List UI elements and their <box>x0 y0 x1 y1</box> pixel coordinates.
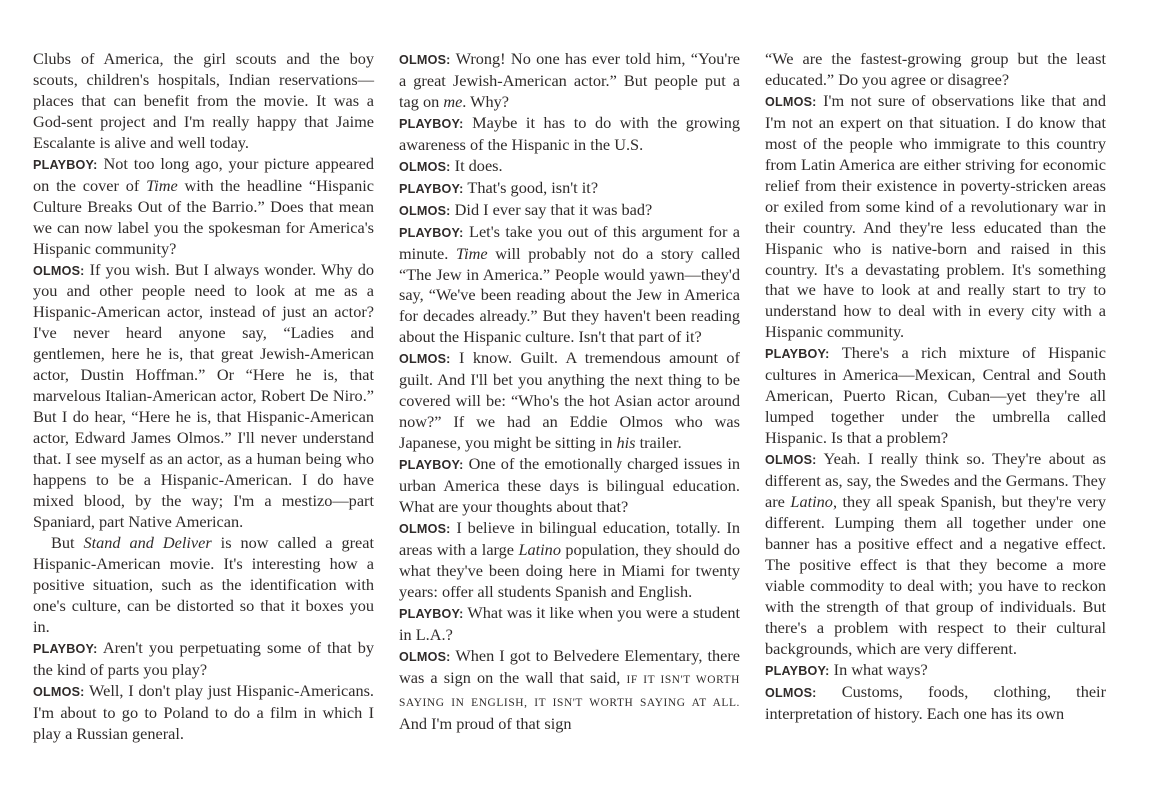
speaker-label: PLAYBOY: <box>33 157 98 172</box>
interview-turn <box>765 343 1106 449</box>
interview-turn <box>33 260 374 533</box>
body-text: One of the emotionally charged issues in urban America these days is bilingual education. What are your thoughts about that? <box>399 454 740 517</box>
body-text: I'm not sure of observations like that and I'm not an expert on that situation. I do know that most of the people who immigrate to this country from Latin America are either striving for economic relief from their existence in poverty-stricken areas or exiled from some kind of a revolutionary war in their country. And they're less educated than the Hispanic who is native-born and raised in this country. It's a devastating problem. It's something that we have to look at and really start to try to understand how to deal with in every city with a Hispanic community. <box>765 90 1107 342</box>
interview-turn <box>399 222 740 349</box>
body-text: , they all speak Spanish, but they're very different. Lumping them all together under one banner has a positive effect and a negative effect. The positive effect is that they become a more viable commodity to deal with; you have to reckon with the strength of that group of individuals. But there's a problem with respect to their cultural backgrounds, which are very different. <box>765 492 1106 658</box>
interview-turn <box>399 49 740 113</box>
speaker-label: OLMOS: <box>399 203 451 218</box>
body-text: Customs, foods, clothing, their interpretation of history. Each one has its own <box>765 681 1107 723</box>
body-text: population, they should do what they've been doing here in Miami for twenty years: offer all students Spanish and English. <box>399 539 740 601</box>
interview-turn <box>765 682 1106 725</box>
speaker-label: PLAYBOY: <box>399 458 464 473</box>
body-text: And I'm proud of that sign <box>399 713 572 733</box>
body-text: That's good, isn't it? <box>467 177 599 197</box>
interview-turn <box>399 518 740 603</box>
text-column-1 <box>33 49 374 744</box>
italic-text: Time <box>455 243 488 263</box>
body-text: . Why? <box>462 91 510 111</box>
speaker-label: PLAYBOY: <box>765 347 830 362</box>
body-text: Maybe it has to do with the growing awareness of the Hispanic in the U.S. <box>399 112 741 154</box>
speaker-label: OLMOS: <box>399 159 451 174</box>
body-text: Did I ever say that it was bad? <box>454 199 653 219</box>
interview-turn <box>399 646 740 735</box>
body-text: I know. Guilt. A tremendous amount of guilt. And I'll bet you anything the next thing to be covered will be: “Who's the hot Asian actor around now?” If we had an Eddie Olmos who was Japanese, you might be sitting in <box>399 348 740 453</box>
text-column-3 <box>765 49 1106 725</box>
interview-turn <box>33 681 374 745</box>
speaker-label: OLMOS: <box>765 685 817 700</box>
body-text: If you wish. But I always wonder. Why do you and other people need to look at me as a Hispanic-American actor, instead of just an actor? I've never heard anyone say, “Ladies and gentlemen, here he is, that great Jewish-American actor, Dustin Hoffman.” Or “Here he is, that marvelous Italian-American actor, Robert De Niro.” But I do hear, “Here he is, that Hispanic-American actor, Edward James Olmos.” I'll never understand that. I see myself as an actor, as a human being who happens to be a Hispanic-American. I do have mixed blood, by the way; I'm a mestizo—part Spaniard, part Native American. <box>33 259 374 531</box>
speaker-label: OLMOS: <box>765 453 817 468</box>
italic-text: Latino <box>790 492 833 512</box>
body-text: In what ways? <box>833 659 928 679</box>
small-caps-text: IF IT ISN'T WORTH SAYING IN ENGLISH, IT ISN'T WORTH SAYING AT ALL. <box>399 673 740 709</box>
body-text: with the headline “Hispanic Culture Breaks Out of the Barrio.” Does that mean we can now label you the spokesman for America's Hispanic community? <box>33 175 374 258</box>
interview-turn <box>765 91 1106 343</box>
italic-text: Latino <box>518 539 561 559</box>
interview-turn <box>399 178 740 200</box>
interview-turn <box>765 660 1106 682</box>
interview-turn <box>399 348 740 454</box>
body-text: I believe in bilingual education, totally. In areas with a large <box>399 517 740 559</box>
body-text: When I got to Belvedere Elementary, there was a sign on the wall that said, <box>399 645 740 687</box>
speaker-label: PLAYBOY: <box>399 116 464 131</box>
body-text: trailer. <box>635 433 682 453</box>
interview-turn <box>399 200 740 222</box>
text-column-2 <box>399 49 740 735</box>
body-text: Well, I don't play just Hispanic-Americans. I'm about to go to Poland to do a film in which I play a Russian general. <box>33 680 374 743</box>
speaker-label: PLAYBOY: <box>765 663 830 678</box>
speaker-label: PLAYBOY: <box>399 606 464 621</box>
body-text: Let's take you out of this argument for a minute. <box>399 221 740 263</box>
speaker-label: PLAYBOY: <box>399 181 464 196</box>
italic-text: Stand and Deliver <box>83 532 212 552</box>
paragraph: Clubs of America, the girl scouts and the boy scouts, children's hospitals, Indian reservations—places that can benefit from the movie. It was a God-sent project and I'm really happy that Jaime Escalante is alive and well today. <box>33 49 374 152</box>
italic-text: Time <box>146 175 178 195</box>
body-text: Aren't you perpetuating some of that by the kind of parts you play? <box>33 637 374 679</box>
interview-turn <box>765 449 1106 660</box>
speaker-label: PLAYBOY: <box>33 641 98 656</box>
body-text: Not too long ago, your picture appeared on the cover of <box>33 153 374 195</box>
speaker-label: PLAYBOY: <box>399 225 464 240</box>
body-text: Yeah. I really think so. They're about as different as, say, the Swedes and the Germans. They are <box>765 449 1106 512</box>
interview-turn <box>33 154 374 260</box>
speaker-label: OLMOS: <box>399 352 451 367</box>
speaker-label: OLMOS: <box>399 649 451 664</box>
interview-turn <box>33 638 374 681</box>
speaker-label: OLMOS: <box>399 53 451 67</box>
interview-turn <box>399 603 740 646</box>
interview-turn <box>399 454 740 518</box>
body-text: is now called a great Hispanic-American movie. It's interesting how a positive situation, such as the identification with one's culture, can be distorted so that it boxes you in. <box>33 532 374 636</box>
speaker-label: OLMOS: <box>33 263 85 278</box>
indented-paragraph <box>33 533 374 638</box>
speaker-label: OLMOS: <box>399 521 451 536</box>
paragraph: “We are the fastest-growing group but the least educated.” Do you agree or disagree? <box>765 49 1106 89</box>
italic-text: me <box>443 91 463 111</box>
speaker-label: OLMOS: <box>33 684 85 699</box>
interview-turn <box>399 113 740 156</box>
speaker-label: OLMOS: <box>765 94 817 109</box>
body-text: But <box>51 532 84 552</box>
body-text: will probably not do a story called “The Jew in America.” People would yawn—they'd say, “We've been reading about the Jew in America for decades already.” But they haven't been reading about the Hispanic culture. Isn't that part of it? <box>399 243 741 347</box>
interview-turn <box>399 156 740 178</box>
body-text: It does. <box>454 155 503 175</box>
body-text: Wrong! No one has ever told him, “You're a great Jewish-American actor.” But people put a tag on <box>399 49 740 111</box>
italic-text: his <box>616 433 636 453</box>
body-text: What was it like when you were a student in L.A.? <box>399 602 740 644</box>
body-text: There's a rich mixture of Hispanic cultures in America—Mexican, Central and South American, Puerto Rican, Cuban—yet they're all lumped together under the umbrella called Hispanic. Is that a problem? <box>765 343 1106 448</box>
